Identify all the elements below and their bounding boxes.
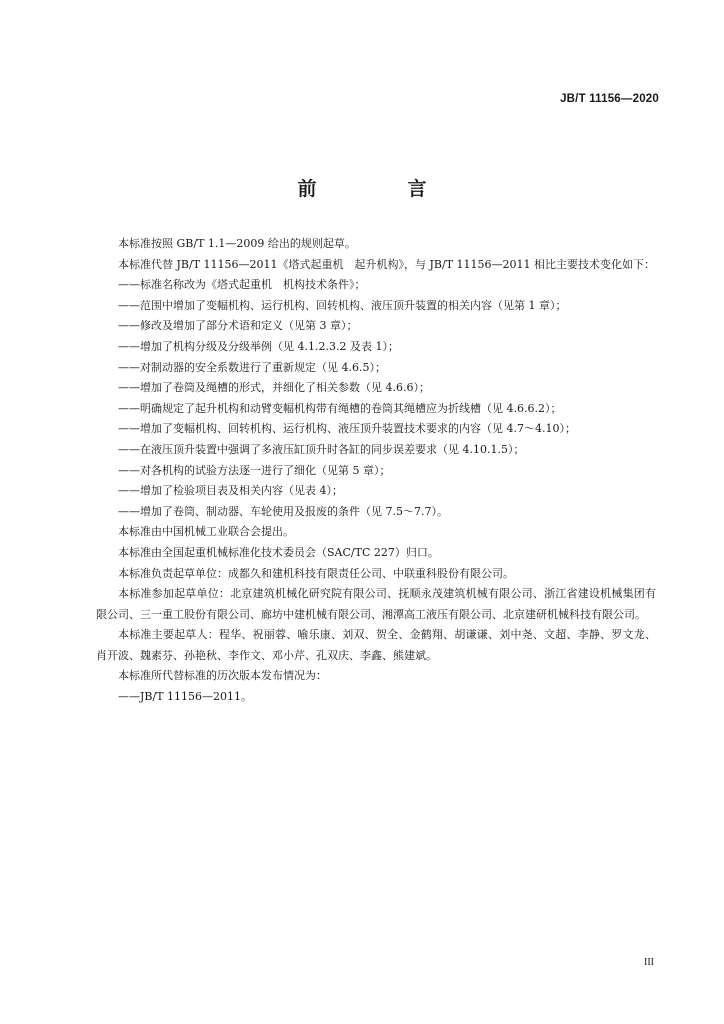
change-item: ——修改及增加了部分术语和定义（见第 3 章）；	[118, 319, 358, 333]
paragraph: 本标准按照 GB/T 1.1—2009 给出的规则起草。	[118, 237, 356, 250]
paragraph: 本标准负责起草单位：成都久和建机科技有限责任公司、中联重科股份有限公司。	[118, 566, 514, 580]
standard-code: JB/T 11156—2020	[560, 93, 659, 105]
change-item: ——对制动器的安全系数进行了重新规定（见 4.6.5）；	[118, 360, 386, 374]
change-item: ——范围中增加了变幅机构、运行机构、回转机构、液压顶升装置的相关内容（见第 1 章）；	[118, 298, 567, 312]
change-item: ——标准名称改为《塔式起重机 机构技术条件》；	[118, 278, 366, 292]
paragraph: 本标准代替 JB/T 11156—2011《塔式起重机 起升机构》，与 JB/T 11156—2011 相比主要技术变化如下：	[118, 257, 656, 271]
paragraph: 本标准由全国起重机械标准化技术委员会（SAC/TC 227）归口。	[118, 545, 439, 559]
paragraph: 本标准主要起草人：程华、祝丽蓉、喻乐康、刘双、贺全、金鹤翔、胡谦谦、刘中尧、文超、李静、罗文龙、肖开波、魏素芬、孙艳秋、李作文、邓小芹、孔双庆、李鑫、熊建斌。	[96, 628, 656, 662]
change-item: ——对各机构的试验方法逐一进行了细化（见第 5 章）；	[118, 463, 391, 477]
change-item: ——增加了检验项目表及相关内容（见表 4）；	[118, 484, 343, 498]
foreword-body	[96, 234, 656, 708]
change-item: ——增加了变幅机构、回转机构、运行机构、液压顶升装置技术要求的内容（见 4.7～4.10）；	[118, 422, 576, 436]
paragraph: 本标准参加起草单位：北京建筑机械化研究院有限公司、抚顺永茂建筑机械有限公司、浙江省建设机械集团有限公司、三一重工股份有限公司、廊坊中建机械有限公司、湘潭高工液压有限公司、北京建研机械科技有限公司。	[96, 587, 656, 621]
change-item: ——增加了机构分级及分级举例（见 4.1.2.3.2 及表 1）；	[118, 339, 399, 353]
change-item: ——在液压顶升装置中强调了多液压缸顶升时各缸的同步误差要求（见 4.10.1.5）；	[118, 442, 525, 456]
change-item: ——增加了卷筒、制动器、车轮使用及报废的条件（见 7.5～7.7）。	[118, 504, 448, 518]
page-title: 前 言	[297, 178, 463, 200]
history-item: ——JB/T 11156—2011。	[118, 690, 253, 704]
paragraph: 本标准所代替标准的历次版本发布情况为：	[118, 669, 327, 683]
page-number: III	[644, 957, 654, 968]
change-item: ——明确规定了起升机构和动臂变幅机构带有绳槽的卷筒其绳槽应为折线槽（见 4.6.6.2）；	[118, 401, 562, 415]
change-item: ——增加了卷筒及绳槽的形式，并细化了相关参数（见 4.6.6）；	[118, 381, 430, 395]
paragraph: 本标准由中国机械工业联合会提出。	[118, 525, 294, 539]
